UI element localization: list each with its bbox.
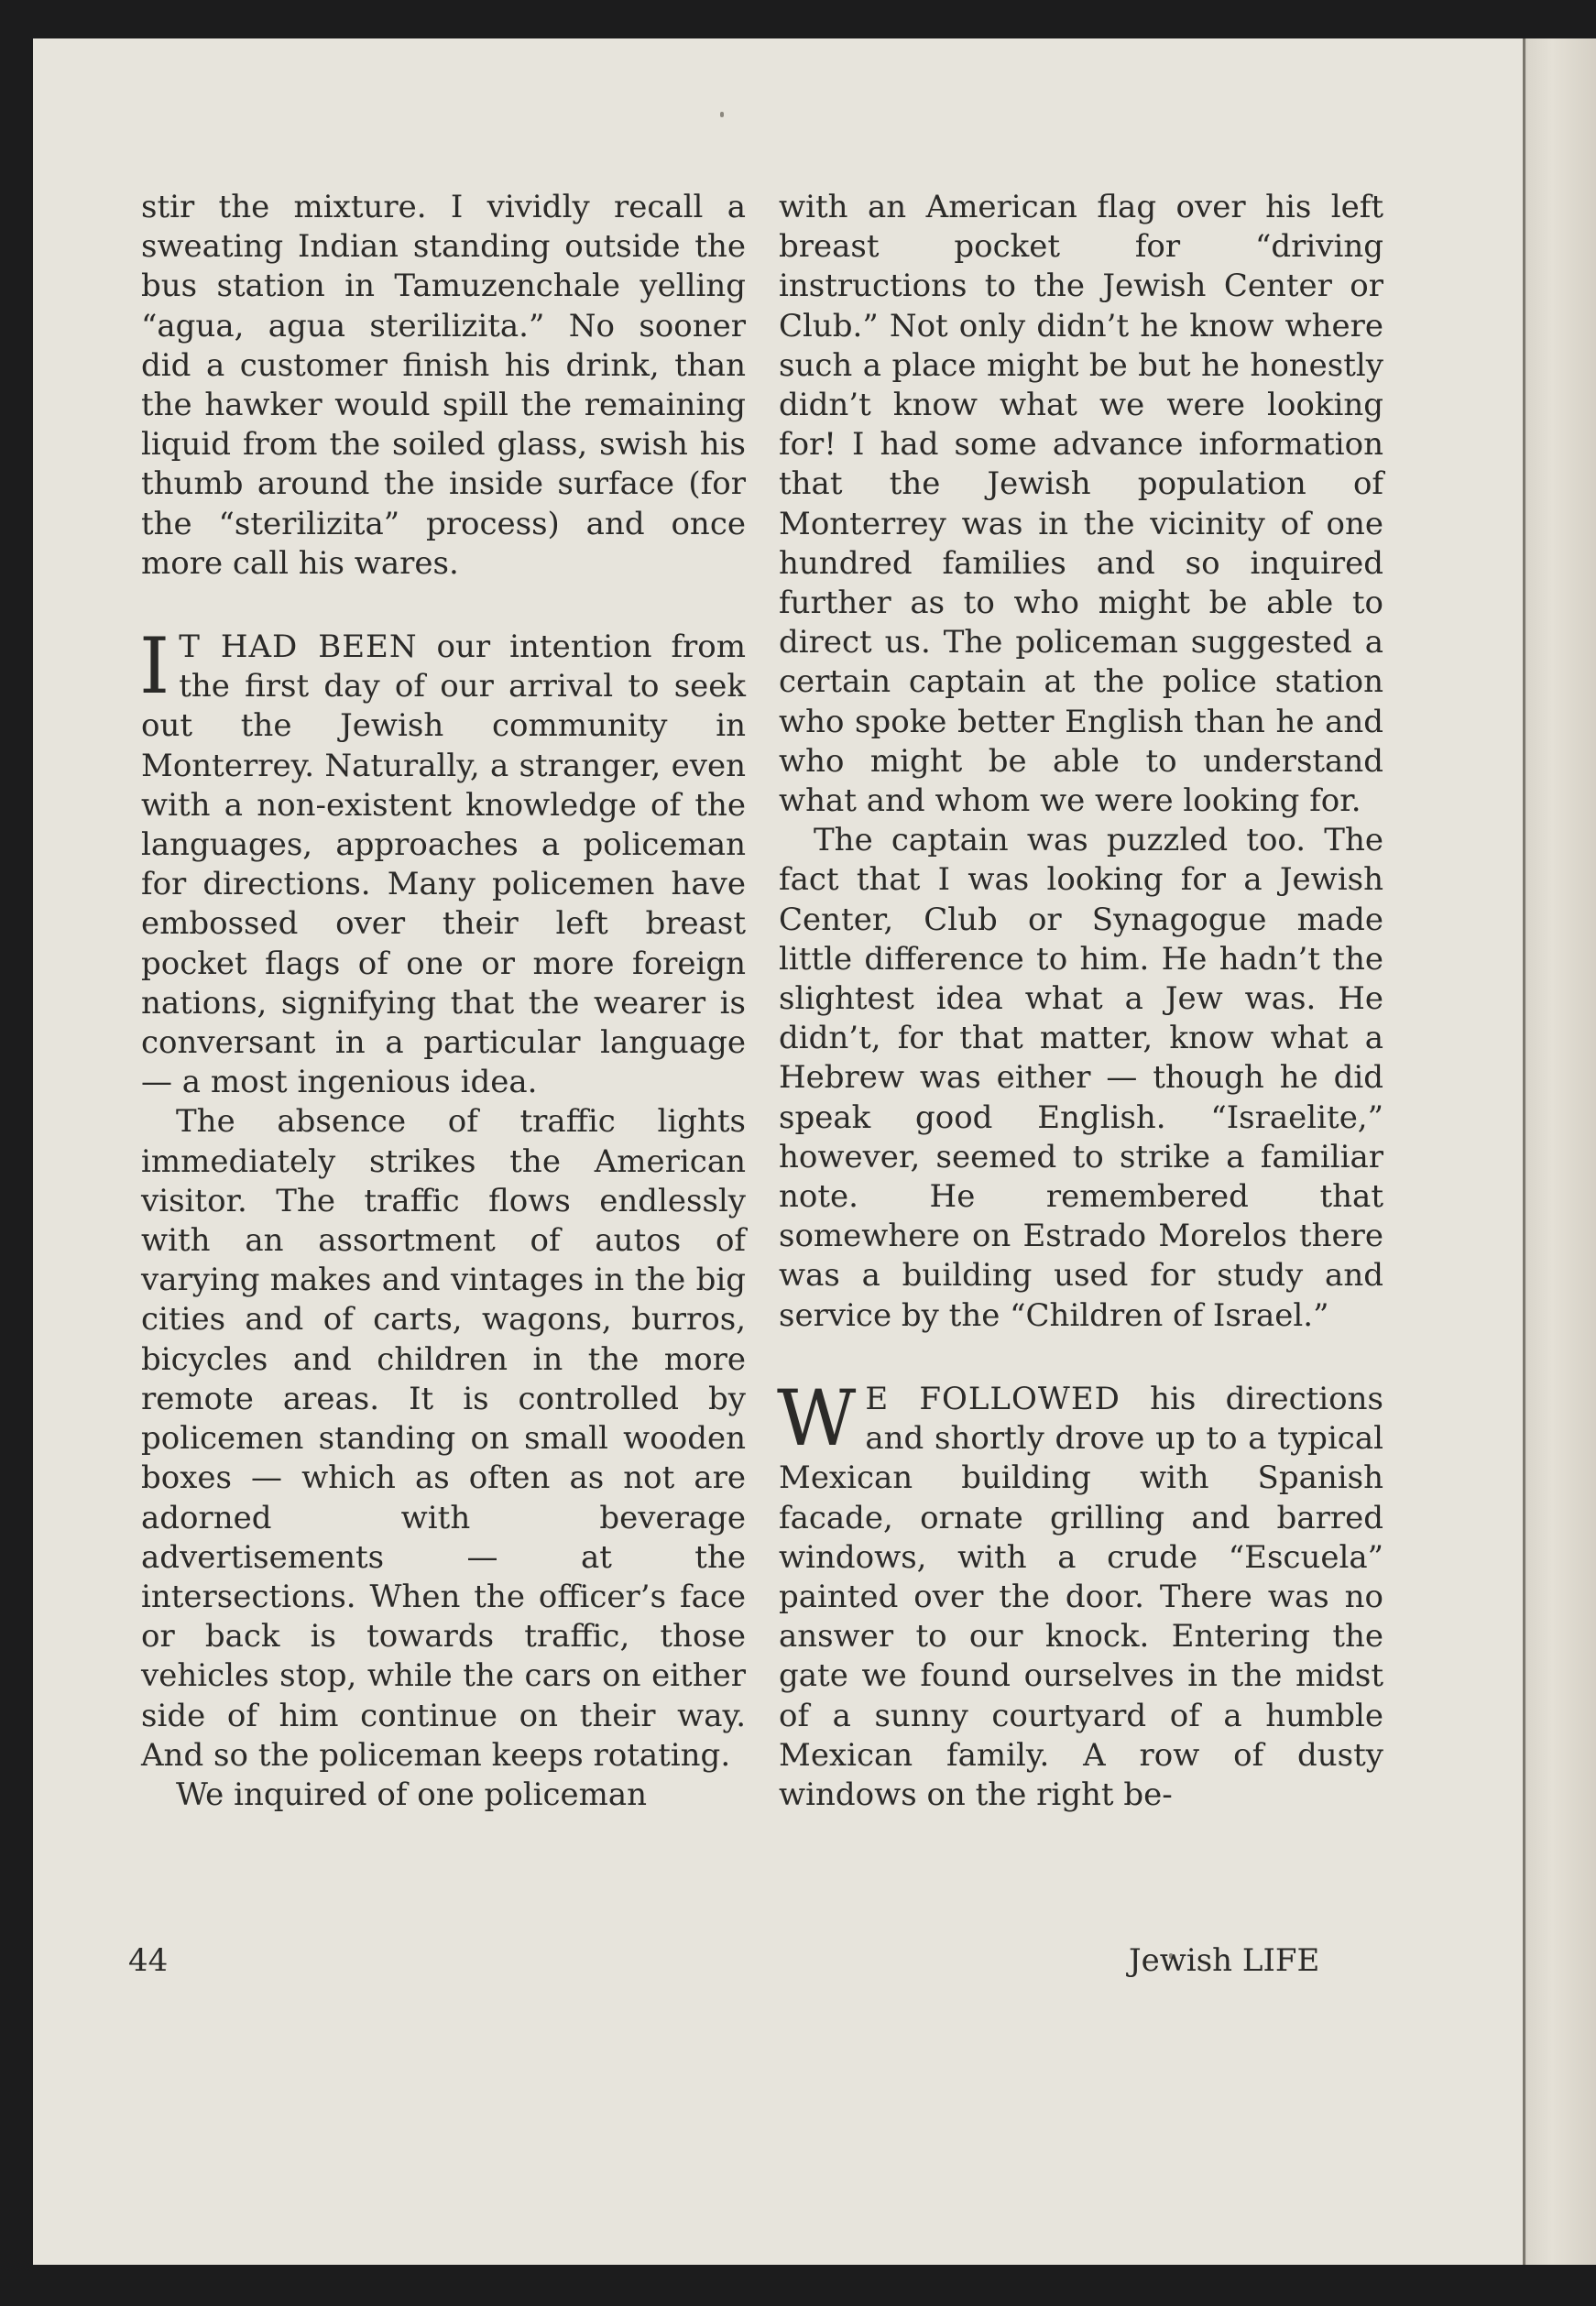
left-paragraph-4: We inquired of one policeman: [176, 1776, 648, 1813]
left-column: [141, 188, 746, 1815]
section-lead-in: T HAD BEEN: [179, 628, 418, 666]
running-footer: Jewish LIFE: [1129, 1942, 1320, 1979]
right-section-paragraph: [777, 1372, 1383, 1815]
section-lead-in: E FOLLOWED: [865, 1380, 1120, 1417]
left-section-paragraph: [139, 621, 746, 1102]
right-column: [779, 188, 1383, 1815]
right-paragraph-1: with an American flag over his left breast pocket for “driving instructions to the Jewish Center or Club.” Not only didn’t he know where such a place might be but he honestly didn’t know what we were looking for! I had some advance information that the Jewish population of Monterrey was in the vicinity of one hundred families and so inquired further as to who might be able to direct us. The policeman suggested a certain captain at the police station who spoke better English than he and who might be able to understand what and whom we were looking for.: [779, 189, 1383, 820]
facing-page-edge: [1523, 38, 1596, 2265]
paper-speck: [720, 112, 724, 117]
page-number: 44: [128, 1942, 169, 1979]
left-paragraph-1: stir the mixture. I vividly recall a sweating Indian standing outside the bus station in Tamuzenchale yelling “agua, agua sterilizita.” No sooner did a customer finish his drink, than the hawker would spill the remaining liquid from the soiled glass, swish his thumb around the inside surface (for the “sterilizita” process) and once more call his wares.: [141, 189, 746, 582]
drop-cap-w: W: [777, 1372, 857, 1463]
right-paragraph-2: The captain was puzzled too. The fact that I was looking for a Jewish Center, Club or Synagogue made little difference to him. He hadn’t the slightest idea what a Jew was. He didn’t, for that matter, know what a Hebrew was either — though he did speak good English. “Israelite,” however, seemed to strike a familiar note. He remembered that somewhere on Estrado Morelos there was a building used for study and service by the “Children of Israel.”: [779, 822, 1383, 1334]
drop-cap-i: I: [139, 621, 170, 712]
section-text: his directions and shortly drove up to a typical Mexican building with Spanish facade, ornate grilling and barred windows, with a crude “Escuela” painted over the door. There was no answer to our knock. Entering the gate we found ourselves in the midst of a sunny courtyard of a humble Mexican family. A row of dusty windows on the right be-: [779, 1380, 1383, 1813]
section-text: our intention from the first day of our arrival to seek out the Jewish community in Monterrey. Naturally, a stranger, even with a non-existent knowledge of the languages, approaches a policeman for directions. Many policemen have embossed over their left breast pocket flags of one or more foreign nations, signifying that the wearer is conversant in a particular language — a most ingenious idea.: [141, 628, 746, 1101]
left-paragraph-3: The absence of traffic lights immediately strikes the American visitor. The traffic flows endlessly with an assortment of autos of varying makes and vintages in the big cities and of carts, wagons, burros, bicycles and children in the more remote areas. It is controlled by policemen standing on small wooden boxes — which as often as not are adorned with beverage advertisements — at the intersections. When the officer’s face or back is towards traffic, those vehicles stop, while the cars on either side of him continue on their way. And so the policeman keeps rotating.: [141, 1103, 746, 1774]
